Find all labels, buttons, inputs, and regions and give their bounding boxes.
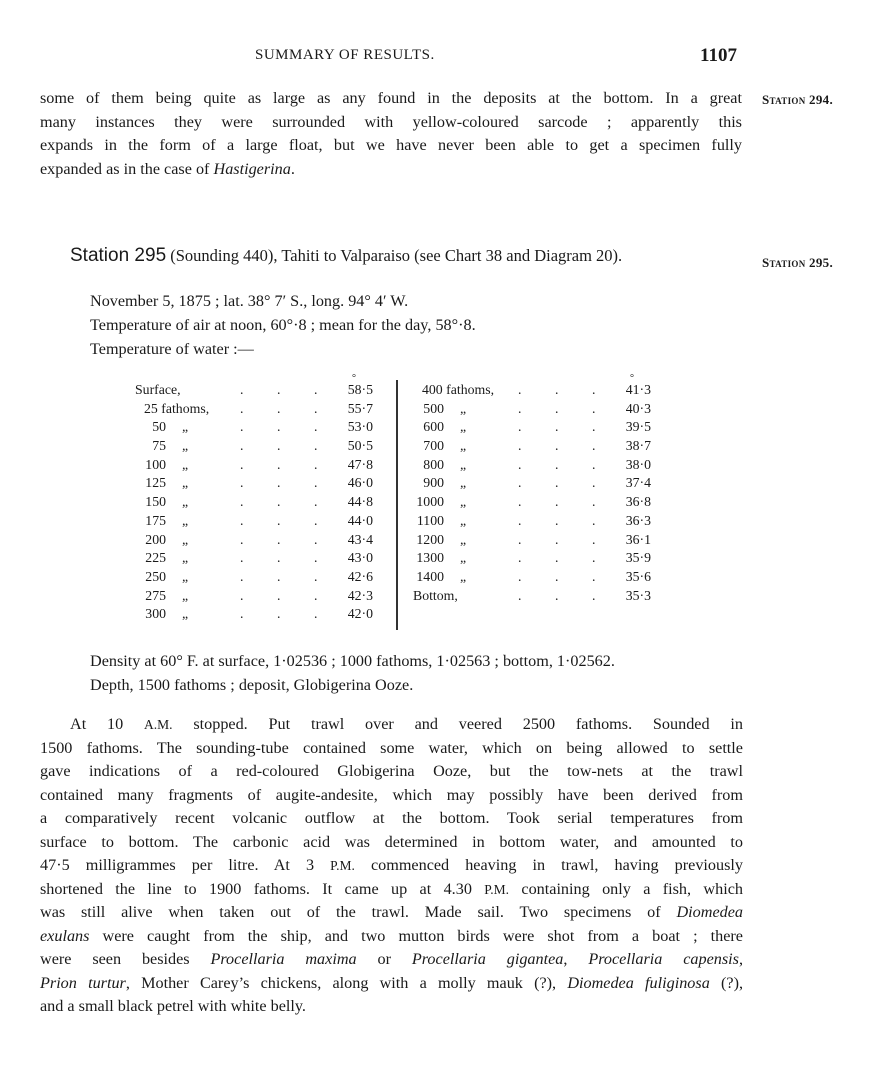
table-column-right [408,370,673,606]
running-head [0,45,880,69]
ditto-mark: „ [460,494,467,510]
table-row: 700 „ . . . 38·7 [423,438,651,454]
taxon-name: Prion turtur [40,973,126,992]
temperature-cell: 43·4 [347,531,373,547]
table-row: 300 „ . . . 42·0 [145,606,373,622]
paragraph-line: and a small black petrel with white belly. [40,997,306,1015]
density-line: Density at 60° F. at surface, 1·02536 ; 1000 fathoms, 1·02563 ; bottom, 1·02562. [90,652,615,670]
degree-mark: ° [352,373,356,384]
depth-cell: Surface, [135,382,181,397]
paragraph-line: was still alive when taken out of the trawl. Made sail. Two specimens of Diomedea [40,903,743,921]
temperature-cell: 36·8 [625,494,651,510]
table-row: 900 „ . . . 37·4 [423,475,651,491]
station-heading-detail: (Sounding 440), Tahiti to Valparaiso (see Chart 38 and Diagram 20). [166,246,623,265]
ditto-mark: „ [460,419,467,435]
table-row: 1300 „ . . . 35·9 [416,550,651,566]
depth-cell: 1400 [416,568,444,584]
temperature-cell: 44·0 [347,512,373,528]
page-number: 1107 [700,45,737,66]
temperature-cell: 35·3 [625,587,651,603]
date-position-line: November 5, 1875 ; lat. 38° 7′ S., long. 94° 4′ W. [90,292,409,310]
taxon-name: Hastigerina [213,159,291,178]
temperature-cell: 44·8 [347,494,373,510]
temperature-cell: 50·5 [347,438,373,454]
paragraph-line: some of them being quite as large as any found in the deposits at the bottom. In a great [40,89,742,107]
table-row: 200 „ . . . 43·4 [145,531,373,547]
table-row: 275 „ . . . 42·3 [145,587,373,603]
temperature-cell: 55·7 [347,400,373,416]
table-row: Bottom, . . . 35·3 [413,587,651,603]
temperature-cell: 39·5 [625,419,651,435]
depth-cell: 100 [145,456,166,472]
ditto-mark: „ [182,531,189,547]
margin-note-station-295: Station 295. [762,255,834,270]
ditto-mark: „ [182,419,189,435]
taxon-name: Procellaria capensis [588,950,739,968]
depth-cell: 700 [423,438,444,454]
table-row: 1200 „ . . . 36·1 [416,531,651,547]
temperature-cell: 38·7 [625,438,651,454]
depth-cell: 1200 [416,531,444,547]
depth-cell: 75 [152,438,166,454]
temperature-cell: 36·3 [625,512,651,528]
taxon-name: Procellaria gigantea [411,950,564,968]
margin-note-station-294: Station 294. [762,92,834,107]
degree-mark: ° [630,373,634,384]
temperature-cell: 46·0 [347,475,373,491]
table-row: 225 „ . . . 43·0 [145,550,373,566]
temperature-cell: 43·0 [347,550,373,566]
temperature-cell: 47·8 [347,456,373,472]
table-row: 500 „ . . . 40·3 [423,400,651,416]
column-divider [396,380,398,630]
table-row: 400 fathoms, . . . ° 41·3 [422,373,651,397]
table-row: 175 „ . . . 44·0 [145,512,373,528]
ditto-mark: „ [182,438,189,454]
table-row: 150 „ . . . 44·8 [145,494,373,510]
paragraph-line: 47·5 milligrammes per litre. At 3 P.M. commenced heaving in trawl, having previously [40,856,743,874]
depth-cell: 225 [145,550,166,566]
station-heading [70,245,622,267]
ditto-mark: „ [460,475,467,491]
depth-cell: 125 [145,475,166,491]
temperature-cell: 58·5 [347,382,373,397]
temperature-cell: 40·3 [625,400,651,416]
temperature-cell: 35·6 [625,568,651,584]
table-row: 1100 „ . . . 36·3 [416,512,651,528]
paragraph-line: surface to bottom. The carbonic acid was determined in bottom water, and amounted to [40,832,743,851]
table-row: 100 „ . . . 47·8 [145,456,373,472]
depth-cell: 150 [145,494,166,510]
ditto-mark: „ [460,400,467,416]
ditto-mark: „ [182,550,189,566]
temperature-cell: 42·0 [347,606,373,622]
ditto-mark: „ [460,512,467,528]
paragraph-line: gave indications of a red-coloured Globigerina Ooze, but the tow-nets at the trawl [40,762,743,780]
table-row: 1000 „ . . . 36·8 [416,494,651,510]
paragraph-line: Prion turtur, Mother Carey’s chickens, along with a molly mauk (?), Diomedea fuliginosa (?), [40,973,744,992]
paragraph-line: At 10 A.M. stopped. Put trawl over and veered 2500 fathoms. Sounded in [70,715,743,733]
paragraph-line: many instances they were surrounded with yellow-coloured sarcode ; apparently this [40,112,742,131]
paragraph-line: a comparatively recent volcanic outflow at the bottom. Took serial temperatures from [40,809,743,827]
ditto-mark: „ [182,494,189,510]
temperature-cell: 37·4 [625,475,651,491]
temperature-cell: 35·9 [625,550,651,566]
ditto-mark: „ [182,606,189,622]
ditto-mark: „ [460,456,467,472]
depth-cell: 1300 [416,550,444,566]
table-column-left [130,370,395,625]
table-row: Surface, . . . ° 58·5 [135,373,373,397]
ditto-mark: „ [460,550,467,566]
ditto-mark: „ [182,568,189,584]
continuation-paragraph [40,87,742,181]
table-row: 75 „ . . . 50·5 [152,438,373,454]
table-row: 1400 „ . . . 35·6 [416,568,651,584]
air-temperature-line: Temperature of air at noon, 60°·8 ; mean for the day, 58°·8. [90,316,476,334]
paragraph-line: contained many fragments of augite-andesite, which may possibly have been derived from [40,785,743,804]
paragraph-line: were seen besides Procellaria maxima or Procellaria gigantea, Procellaria capensis, [40,950,744,968]
paragraph-line: expanded as in the case of Hastigerina. [40,159,295,178]
ditto-mark: „ [182,587,189,603]
depth-cell: 250 [145,568,166,584]
depth-cell: 900 [423,475,444,491]
taxon-name: exulans [40,926,90,945]
table-row: 125 „ . . . 46·0 [145,475,373,491]
table-row: 600 „ . . . 39·5 [423,419,651,435]
ditto-mark: „ [182,456,189,472]
depth-cell: 400 fathoms, [422,382,495,397]
water-temperature-table [130,370,670,630]
taxon-name: Procellaria maxima [210,950,357,968]
depth-cell: 1100 [416,512,444,528]
depth-cell: 1000 [416,494,444,510]
water-temperature-label: Temperature of water :— [90,340,254,358]
taxon-name: Diomedea fuliginosa [567,973,710,992]
taxon-name: Diomedea [676,903,743,921]
paragraph-line: 1500 fathoms. The sounding-tube contained some water, which on being allowed to settle [40,738,743,757]
depth-cell: 800 [423,456,444,472]
depth-cell: 500 [423,400,444,416]
narrative-paragraph [40,713,743,1019]
temperature-cell: 41·3 [625,382,651,397]
depth-cell: 25 fathoms, [144,400,210,416]
depth-cell: 50 [152,419,166,435]
ditto-mark: „ [182,475,189,491]
depth-deposit-line: Depth, 1500 fathoms ; deposit, Globigerina Ooze. [90,676,414,694]
table-row: 25 fathoms, . . . 55·7 [144,400,373,416]
table-row: 50 „ . . . 53·0 [152,419,373,435]
ditto-mark: „ [460,438,467,454]
paragraph-line: exulans were caught from the ship, and two mutton birds were shot from a boat ; there [40,926,743,945]
depth-cell: 175 [145,512,166,528]
temperature-cell: 36·1 [625,531,651,547]
table-row: 250 „ . . . 42·6 [145,568,373,584]
station-name: Station 295 [70,245,167,266]
temperature-cell: 53·0 [347,419,373,435]
table-row: 800 „ . . . 38·0 [423,456,651,472]
depth-cell: 300 [145,606,166,622]
paragraph-line: expands in the form of a large float, but we have never been able to get a specimen fully [40,136,742,154]
paragraph-line: shortened the line to 1900 fathoms. It came up at 4.30 P.M. containing only a fish, which [40,879,743,898]
depth-cell: 200 [145,531,166,547]
ditto-mark: „ [182,512,189,528]
depth-cell: 275 [145,587,166,603]
ditto-mark: „ [460,568,467,584]
temperature-cell: 42·6 [347,568,373,584]
temperature-cell: 42·3 [347,587,373,603]
ditto-mark: „ [460,531,467,547]
depth-cell: Bottom, [413,587,458,603]
depth-cell: 600 [423,419,444,435]
running-title: SUMMARY OF RESULTS. [255,47,435,63]
temperature-cell: 38·0 [625,456,651,472]
